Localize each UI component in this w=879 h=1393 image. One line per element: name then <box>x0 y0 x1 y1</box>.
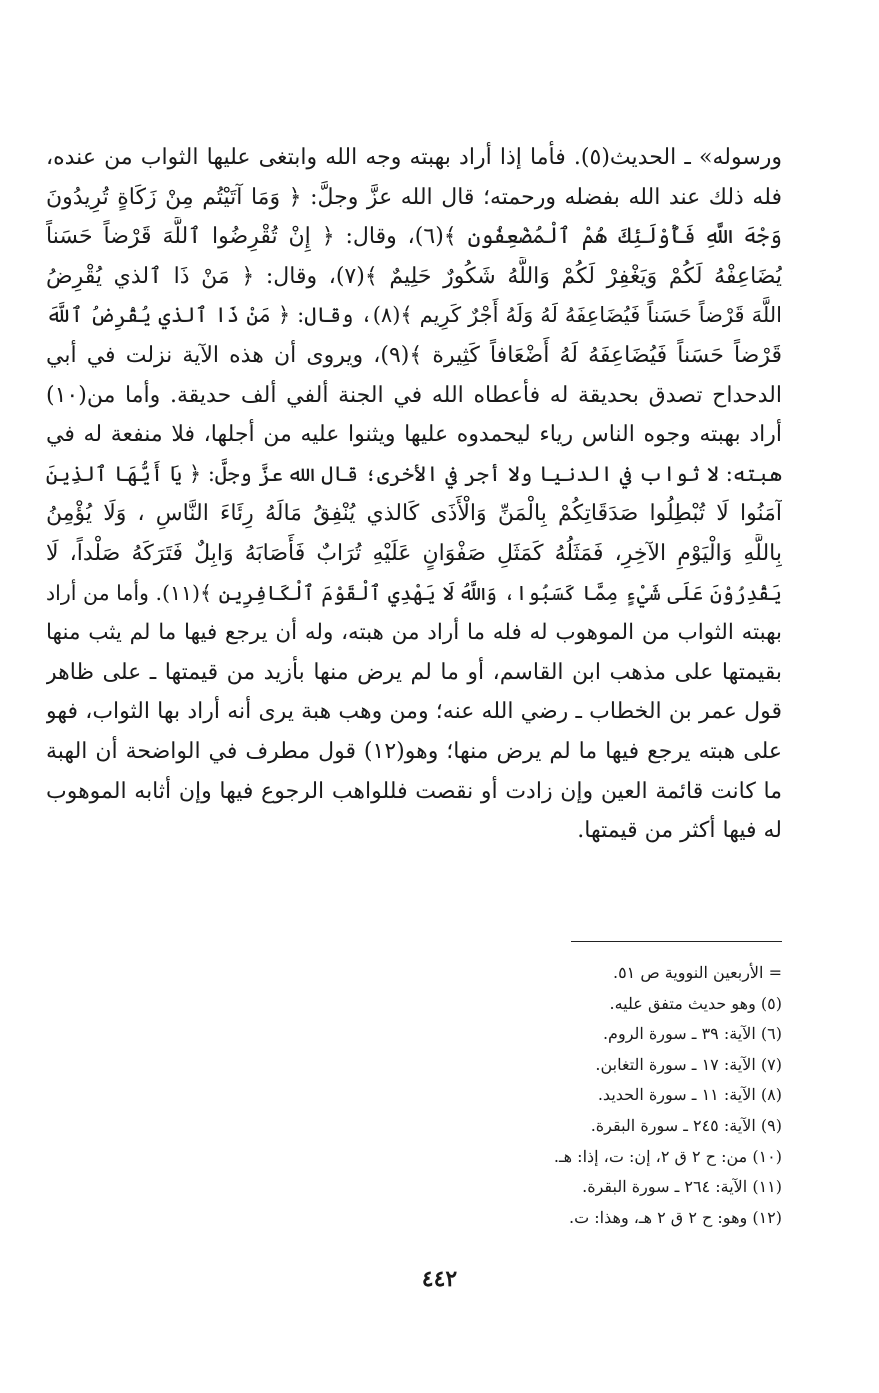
footnote-separator <box>571 941 782 942</box>
footnotes <box>300 958 782 1233</box>
text-line-11: بِاللَّهِ وَالْيَوْمِ الآخِرِ، فَمَثَلُهُ كَمَثَلِ صَفْوَانٍ عَلَيْهِ تُرَابٌ فَأَصَابَهُ وَابِلٌ فَتَرَكَهُ صَلْداً، لَا <box>46 540 782 566</box>
text-line-8: أراد بهبته وجوه الناس رياء ليحمدوه عليها ويثنوا عليه من أجلها، فلا منفعة له في <box>46 422 782 448</box>
text-line-6: قَرْضاً حَسَناً فَيُضَاعِفَهُ لَهُ أَضْعَافاً كَثِيرة ﴾(٩)، ويروى أن هذه الآية نزلت في أبي <box>46 342 782 368</box>
text-line-1: ورسوله» ـ الحديث(٥). فأما إذا أراد بهبته وجه الله وابتغى عليها الثواب من عنده، <box>46 145 782 170</box>
text-line-9: هبته: لا ثواب في الدنيا ولا أجر في الأخرى؛ قال الله عزَّ وجلَّ: ﴿ يَا أَيُّهَا ٱلذِينَ <box>46 461 782 486</box>
text-line-18: له فيها أكثر من قيمتها. <box>577 818 782 844</box>
footnote-9: (٩) الآية: ٢٤٥ ـ سورة البقرة. <box>590 1115 782 1135</box>
text-line-4: يُضَاعِفْهُ لَكُمْ وَيَغْفِرْ لَكُمْ وَاللَّهُ شَكُورٌ حَلِيمٌ ﴾(٧)، وقال: ﴿ مَنْ ذَا ٱلذي يُقْرِضُ <box>46 263 782 289</box>
footnote-6: (٦) الآية: ٣٩ ـ سورة الروم. <box>602 1024 782 1044</box>
footnote-7: (٧) الآية: ١٧ ـ سورة التغابن. <box>595 1054 782 1074</box>
text-line-12: يَقْدِرُوْنَ عَلَى شَيْءٍ مِمَّا كَسَبُوا، وَاللَّهُ لَا يَهْدِي ٱلْقَوْمَ ٱلْكَافِرِين ﴾(١١). وأما من أراد <box>46 580 782 605</box>
text-line-3: وَجْهَ اللَّهِ فَأُوْلَئِكَ هُمْ ٱلْمُضْعِفُون ﴾(٦)، وقال: ﴿ إِنْ تُقْرِضُوا ٱللَّهَ قَرْضاً حَسَناً <box>46 224 782 250</box>
text-line-13: بهبته الثواب من الموهوب له فله ما أراد من هبته، وله أن يرجع فيها ما لم يثب منها <box>46 620 782 646</box>
text-line-17: ما كانت قائمة العين وإن زادت أو نقصت فللواهب الرجوع فيها وإن أثابه الموهوب <box>46 778 782 804</box>
main-text <box>46 138 782 851</box>
text-line-16: على هبته يرجع فيها ما لم يرض منها؛ وهو(١٢) قول مطرف في الواضحة أن الهبة <box>46 738 782 764</box>
footnote-5: (٥) وهو حديث متفق عليه. <box>609 993 782 1013</box>
text-line-5: اللَّهَ قَرْضاً حَسَناً فَيُضَاعِفَهُ لَهُ وَلَهُ أَجْرٌ كَرِيم ﴾(٨)، وقال: ﴿ مَنْ ذَا ٱلذي يُقْرِضُ ٱللَّهَ <box>46 303 782 328</box>
footnote-10: (١٠) من: ح ٢ ق ٢، إن: ت، إذا: هـ. <box>553 1146 782 1166</box>
text-line-14: بقيمتها على مذهب ابن القاسم، أو ما لم يرض منها بأزيد من قيمتها ـ على ظاهر <box>46 659 782 685</box>
text-line-2: فله ذلك عند الله بفضله ورحمته؛ قال الله عزَّ وجلَّ: ﴿ وَمَا آتَيْتُم مِنْ زَكَاةٍ تُرِيدُونَ <box>46 184 782 210</box>
footnote-11: (١١) الآية: ٢٦٤ ـ سورة البقرة. <box>582 1177 782 1197</box>
text-line-10: آمَنُوا لَا تُبْطِلُوا صَدَقَاتِكُمْ بِالْمَنِّ وَالْأَذَى كَالذي يُنْفِقُ مَالَهُ رِئَاءَ النَّاسِ ، وَلَا يُؤْمِنُ <box>46 501 782 527</box>
text-line-7: الدحداح تصدق بحديقة له فأعطاه الله في الجنة ألفي ألف حديقة. وأما من(١٠) <box>46 382 782 408</box>
page-number: ٤٤٢ <box>421 1266 458 1292</box>
text-line-15: قول عمر بن الخطاب ـ رضي الله عنه؛ ومن وهب هبة يرى أنه أراد بها الثواب، فهو <box>46 699 782 725</box>
footnote-continued: = الأربعين النووية ص ٥١. <box>612 963 782 982</box>
footnote-12: (١٢) وهو: ح ٢ ق ٢ هـ، وهذا: ت. <box>569 1207 782 1227</box>
footnote-8: (٨) الآية: ١١ ـ سورة الحديد. <box>597 1085 782 1105</box>
